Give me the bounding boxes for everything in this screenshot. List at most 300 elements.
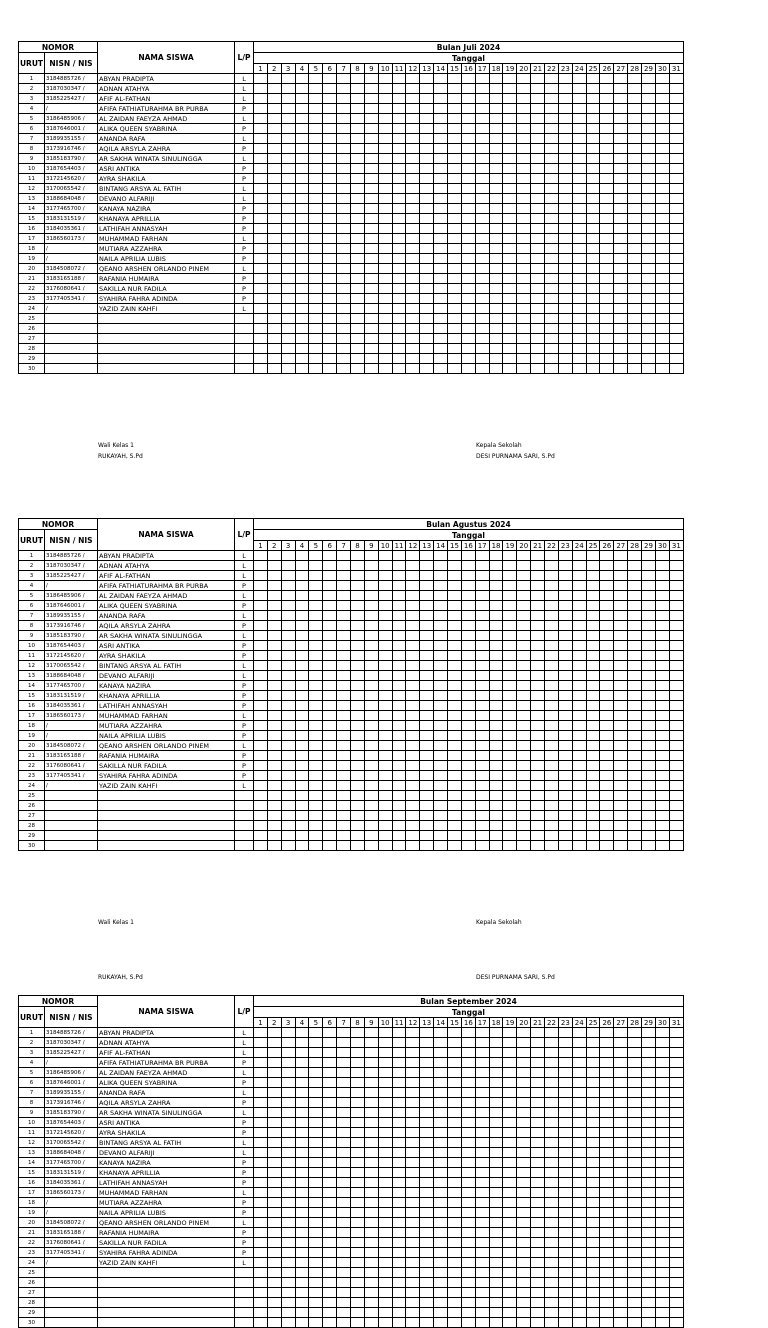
- attendance-cell[interactable]: [489, 1078, 503, 1088]
- attendance-cell[interactable]: [351, 731, 365, 741]
- attendance-cell[interactable]: [642, 791, 656, 801]
- attendance-cell[interactable]: [558, 1298, 572, 1308]
- attendance-cell[interactable]: [531, 1148, 545, 1158]
- attendance-cell[interactable]: [364, 1298, 378, 1308]
- attendance-cell[interactable]: [295, 1078, 309, 1088]
- attendance-cell[interactable]: [517, 244, 531, 254]
- attendance-cell[interactable]: [295, 84, 309, 94]
- attendance-cell[interactable]: [392, 134, 406, 144]
- attendance-cell[interactable]: [420, 214, 434, 224]
- attendance-cell[interactable]: [475, 234, 489, 244]
- attendance-cell[interactable]: [517, 84, 531, 94]
- attendance-cell[interactable]: [600, 264, 614, 274]
- attendance-cell[interactable]: [392, 561, 406, 571]
- attendance-cell[interactable]: [392, 94, 406, 104]
- attendance-cell[interactable]: [558, 214, 572, 224]
- attendance-cell[interactable]: [475, 751, 489, 761]
- attendance-cell[interactable]: [614, 104, 628, 114]
- attendance-cell[interactable]: [351, 294, 365, 304]
- attendance-cell[interactable]: [517, 214, 531, 224]
- attendance-cell[interactable]: [420, 811, 434, 821]
- attendance-cell[interactable]: [295, 791, 309, 801]
- attendance-cell[interactable]: [448, 284, 462, 294]
- attendance-cell[interactable]: [558, 94, 572, 104]
- attendance-cell[interactable]: [323, 1178, 337, 1188]
- attendance-cell[interactable]: [628, 304, 642, 314]
- attendance-cell[interactable]: [434, 1098, 448, 1108]
- attendance-cell[interactable]: [420, 1228, 434, 1238]
- attendance-cell[interactable]: [420, 731, 434, 741]
- attendance-cell[interactable]: [323, 691, 337, 701]
- attendance-cell[interactable]: [586, 184, 600, 194]
- attendance-cell[interactable]: [378, 314, 392, 324]
- attendance-cell[interactable]: [614, 1248, 628, 1258]
- attendance-cell[interactable]: [558, 1048, 572, 1058]
- attendance-cell[interactable]: [392, 294, 406, 304]
- attendance-cell[interactable]: [642, 1048, 656, 1058]
- attendance-cell[interactable]: [267, 104, 281, 114]
- attendance-cell[interactable]: [655, 611, 669, 621]
- attendance-cell[interactable]: [295, 214, 309, 224]
- attendance-cell[interactable]: [503, 1068, 517, 1078]
- attendance-cell[interactable]: [392, 144, 406, 154]
- attendance-cell[interactable]: [545, 84, 559, 94]
- attendance-cell[interactable]: [489, 841, 503, 851]
- attendance-cell[interactable]: [475, 1318, 489, 1328]
- attendance-cell[interactable]: [545, 184, 559, 194]
- attendance-cell[interactable]: [461, 621, 475, 631]
- attendance-cell[interactable]: [309, 1138, 323, 1148]
- attendance-cell[interactable]: [448, 1308, 462, 1318]
- attendance-cell[interactable]: [378, 344, 392, 354]
- attendance-cell[interactable]: [531, 264, 545, 274]
- attendance-cell[interactable]: [614, 1218, 628, 1228]
- attendance-cell[interactable]: [309, 641, 323, 651]
- attendance-cell[interactable]: [586, 354, 600, 364]
- attendance-cell[interactable]: [364, 1098, 378, 1108]
- attendance-cell[interactable]: [572, 294, 586, 304]
- attendance-cell[interactable]: [351, 114, 365, 124]
- attendance-cell[interactable]: [545, 1088, 559, 1098]
- attendance-cell[interactable]: [600, 581, 614, 591]
- attendance-cell[interactable]: [669, 611, 683, 621]
- attendance-cell[interactable]: [503, 771, 517, 781]
- attendance-cell[interactable]: [503, 184, 517, 194]
- attendance-cell[interactable]: [309, 314, 323, 324]
- attendance-cell[interactable]: [475, 184, 489, 194]
- attendance-cell[interactable]: [323, 1288, 337, 1298]
- attendance-cell[interactable]: [351, 1298, 365, 1308]
- attendance-cell[interactable]: [267, 621, 281, 631]
- attendance-cell[interactable]: [378, 304, 392, 314]
- attendance-cell[interactable]: [392, 631, 406, 641]
- attendance-cell[interactable]: [669, 711, 683, 721]
- attendance-cell[interactable]: [254, 1228, 268, 1238]
- attendance-cell[interactable]: [628, 94, 642, 104]
- attendance-cell[interactable]: [392, 304, 406, 314]
- attendance-cell[interactable]: [254, 234, 268, 244]
- attendance-cell[interactable]: [642, 234, 656, 244]
- attendance-cell[interactable]: [669, 304, 683, 314]
- attendance-cell[interactable]: [461, 591, 475, 601]
- attendance-cell[interactable]: [364, 741, 378, 751]
- attendance-cell[interactable]: [406, 661, 420, 671]
- attendance-cell[interactable]: [586, 324, 600, 334]
- attendance-cell[interactable]: [642, 1208, 656, 1218]
- attendance-cell[interactable]: [600, 1088, 614, 1098]
- attendance-cell[interactable]: [295, 134, 309, 144]
- attendance-cell[interactable]: [572, 1168, 586, 1178]
- attendance-cell[interactable]: [406, 1048, 420, 1058]
- attendance-cell[interactable]: [434, 254, 448, 264]
- attendance-cell[interactable]: [531, 234, 545, 244]
- attendance-cell[interactable]: [475, 1258, 489, 1268]
- attendance-cell[interactable]: [281, 591, 295, 601]
- attendance-cell[interactable]: [378, 1088, 392, 1098]
- attendance-cell[interactable]: [628, 1188, 642, 1198]
- attendance-cell[interactable]: [323, 114, 337, 124]
- attendance-cell[interactable]: [531, 134, 545, 144]
- attendance-cell[interactable]: [337, 721, 351, 731]
- attendance-cell[interactable]: [267, 154, 281, 164]
- attendance-cell[interactable]: [669, 1268, 683, 1278]
- attendance-cell[interactable]: [586, 641, 600, 651]
- attendance-cell[interactable]: [337, 274, 351, 284]
- attendance-cell[interactable]: [517, 134, 531, 144]
- attendance-cell[interactable]: [655, 174, 669, 184]
- attendance-cell[interactable]: [392, 284, 406, 294]
- attendance-cell[interactable]: [378, 641, 392, 651]
- attendance-cell[interactable]: [434, 1108, 448, 1118]
- attendance-cell[interactable]: [586, 571, 600, 581]
- attendance-cell[interactable]: [254, 1158, 268, 1168]
- attendance-cell[interactable]: [517, 581, 531, 591]
- attendance-cell[interactable]: [364, 234, 378, 244]
- attendance-cell[interactable]: [267, 1138, 281, 1148]
- attendance-cell[interactable]: [475, 94, 489, 104]
- attendance-cell[interactable]: [420, 581, 434, 591]
- attendance-cell[interactable]: [461, 1258, 475, 1268]
- attendance-cell[interactable]: [545, 611, 559, 621]
- attendance-cell[interactable]: [323, 621, 337, 631]
- attendance-cell[interactable]: [420, 114, 434, 124]
- attendance-cell[interactable]: [531, 364, 545, 374]
- attendance-cell[interactable]: [420, 721, 434, 731]
- attendance-cell[interactable]: [323, 1258, 337, 1268]
- attendance-cell[interactable]: [558, 1278, 572, 1288]
- attendance-cell[interactable]: [586, 681, 600, 691]
- attendance-cell[interactable]: [392, 1238, 406, 1248]
- attendance-cell[interactable]: [281, 224, 295, 234]
- attendance-cell[interactable]: [254, 194, 268, 204]
- attendance-cell[interactable]: [614, 1258, 628, 1268]
- attendance-cell[interactable]: [642, 294, 656, 304]
- attendance-cell[interactable]: [448, 194, 462, 204]
- attendance-cell[interactable]: [434, 681, 448, 691]
- attendance-cell[interactable]: [517, 324, 531, 334]
- attendance-cell[interactable]: [642, 1318, 656, 1328]
- attendance-cell[interactable]: [351, 1078, 365, 1088]
- attendance-cell[interactable]: [655, 581, 669, 591]
- attendance-cell[interactable]: [448, 1248, 462, 1258]
- attendance-cell[interactable]: [406, 334, 420, 344]
- attendance-cell[interactable]: [572, 1078, 586, 1088]
- attendance-cell[interactable]: [531, 1058, 545, 1068]
- attendance-cell[interactable]: [254, 701, 268, 711]
- attendance-cell[interactable]: [669, 831, 683, 841]
- attendance-cell[interactable]: [503, 1208, 517, 1218]
- attendance-cell[interactable]: [309, 1128, 323, 1138]
- attendance-cell[interactable]: [254, 711, 268, 721]
- attendance-cell[interactable]: [323, 1138, 337, 1148]
- attendance-cell[interactable]: [364, 1028, 378, 1038]
- attendance-cell[interactable]: [337, 1058, 351, 1068]
- attendance-cell[interactable]: [434, 791, 448, 801]
- attendance-cell[interactable]: [461, 601, 475, 611]
- attendance-cell[interactable]: [614, 1288, 628, 1298]
- attendance-cell[interactable]: [475, 731, 489, 741]
- attendance-cell[interactable]: [281, 314, 295, 324]
- attendance-cell[interactable]: [295, 561, 309, 571]
- attendance-cell[interactable]: [337, 1208, 351, 1218]
- attendance-cell[interactable]: [475, 1158, 489, 1168]
- attendance-cell[interactable]: [378, 204, 392, 214]
- attendance-cell[interactable]: [669, 124, 683, 134]
- attendance-cell[interactable]: [267, 1038, 281, 1048]
- attendance-cell[interactable]: [351, 701, 365, 711]
- attendance-cell[interactable]: [586, 224, 600, 234]
- attendance-cell[interactable]: [600, 194, 614, 204]
- attendance-cell[interactable]: [572, 174, 586, 184]
- attendance-cell[interactable]: [475, 1188, 489, 1198]
- attendance-cell[interactable]: [392, 841, 406, 851]
- attendance-cell[interactable]: [545, 344, 559, 354]
- attendance-cell[interactable]: [655, 184, 669, 194]
- attendance-cell[interactable]: [323, 1088, 337, 1098]
- attendance-cell[interactable]: [309, 224, 323, 234]
- attendance-cell[interactable]: [531, 1098, 545, 1108]
- attendance-cell[interactable]: [489, 1118, 503, 1128]
- attendance-cell[interactable]: [323, 334, 337, 344]
- attendance-cell[interactable]: [406, 144, 420, 154]
- attendance-cell[interactable]: [267, 1208, 281, 1218]
- attendance-cell[interactable]: [655, 821, 669, 831]
- attendance-cell[interactable]: [254, 561, 268, 571]
- attendance-cell[interactable]: [392, 1228, 406, 1238]
- attendance-cell[interactable]: [475, 1118, 489, 1128]
- attendance-cell[interactable]: [434, 1178, 448, 1188]
- attendance-cell[interactable]: [503, 224, 517, 234]
- attendance-cell[interactable]: [337, 104, 351, 114]
- attendance-cell[interactable]: [323, 1248, 337, 1258]
- attendance-cell[interactable]: [420, 224, 434, 234]
- attendance-cell[interactable]: [461, 134, 475, 144]
- attendance-cell[interactable]: [503, 1088, 517, 1098]
- attendance-cell[interactable]: [406, 1228, 420, 1238]
- attendance-cell[interactable]: [295, 364, 309, 374]
- attendance-cell[interactable]: [406, 1198, 420, 1208]
- attendance-cell[interactable]: [323, 194, 337, 204]
- attendance-cell[interactable]: [503, 571, 517, 581]
- attendance-cell[interactable]: [586, 84, 600, 94]
- attendance-cell[interactable]: [364, 1118, 378, 1128]
- attendance-cell[interactable]: [475, 164, 489, 174]
- attendance-cell[interactable]: [586, 344, 600, 354]
- attendance-cell[interactable]: [642, 1178, 656, 1188]
- attendance-cell[interactable]: [586, 1048, 600, 1058]
- attendance-cell[interactable]: [420, 561, 434, 571]
- attendance-cell[interactable]: [448, 304, 462, 314]
- attendance-cell[interactable]: [337, 184, 351, 194]
- attendance-cell[interactable]: [295, 811, 309, 821]
- attendance-cell[interactable]: [558, 1218, 572, 1228]
- attendance-cell[interactable]: [323, 831, 337, 841]
- attendance-cell[interactable]: [337, 1318, 351, 1328]
- attendance-cell[interactable]: [434, 631, 448, 641]
- attendance-cell[interactable]: [545, 1198, 559, 1208]
- attendance-cell[interactable]: [558, 671, 572, 681]
- attendance-cell[interactable]: [448, 174, 462, 184]
- attendance-cell[interactable]: [586, 1278, 600, 1288]
- attendance-cell[interactable]: [295, 771, 309, 781]
- attendance-cell[interactable]: [572, 314, 586, 324]
- attendance-cell[interactable]: [600, 781, 614, 791]
- attendance-cell[interactable]: [628, 164, 642, 174]
- attendance-cell[interactable]: [461, 254, 475, 264]
- attendance-cell[interactable]: [378, 264, 392, 274]
- attendance-cell[interactable]: [600, 661, 614, 671]
- attendance-cell[interactable]: [448, 234, 462, 244]
- attendance-cell[interactable]: [669, 204, 683, 214]
- attendance-cell[interactable]: [309, 791, 323, 801]
- attendance-cell[interactable]: [461, 164, 475, 174]
- attendance-cell[interactable]: [448, 751, 462, 761]
- attendance-cell[interactable]: [448, 1178, 462, 1188]
- attendance-cell[interactable]: [669, 1138, 683, 1148]
- attendance-cell[interactable]: [364, 1138, 378, 1148]
- attendance-cell[interactable]: [378, 94, 392, 104]
- attendance-cell[interactable]: [669, 184, 683, 194]
- attendance-cell[interactable]: [475, 761, 489, 771]
- attendance-cell[interactable]: [517, 1148, 531, 1158]
- attendance-cell[interactable]: [295, 731, 309, 741]
- attendance-cell[interactable]: [531, 681, 545, 691]
- attendance-cell[interactable]: [295, 354, 309, 364]
- attendance-cell[interactable]: [281, 144, 295, 154]
- attendance-cell[interactable]: [572, 741, 586, 751]
- attendance-cell[interactable]: [558, 1138, 572, 1148]
- attendance-cell[interactable]: [351, 364, 365, 374]
- attendance-cell[interactable]: [254, 1148, 268, 1158]
- attendance-cell[interactable]: [489, 1288, 503, 1298]
- attendance-cell[interactable]: [420, 651, 434, 661]
- attendance-cell[interactable]: [378, 1138, 392, 1148]
- attendance-cell[interactable]: [295, 124, 309, 134]
- attendance-cell[interactable]: [558, 174, 572, 184]
- attendance-cell[interactable]: [337, 144, 351, 154]
- attendance-cell[interactable]: [628, 761, 642, 771]
- attendance-cell[interactable]: [669, 224, 683, 234]
- attendance-cell[interactable]: [309, 651, 323, 661]
- attendance-cell[interactable]: [628, 1318, 642, 1328]
- attendance-cell[interactable]: [295, 1258, 309, 1268]
- attendance-cell[interactable]: [545, 811, 559, 821]
- attendance-cell[interactable]: [281, 244, 295, 254]
- attendance-cell[interactable]: [337, 284, 351, 294]
- attendance-cell[interactable]: [378, 581, 392, 591]
- attendance-cell[interactable]: [323, 244, 337, 254]
- attendance-cell[interactable]: [572, 284, 586, 294]
- attendance-cell[interactable]: [628, 701, 642, 711]
- attendance-cell[interactable]: [614, 354, 628, 364]
- attendance-cell[interactable]: [461, 264, 475, 274]
- attendance-cell[interactable]: [448, 841, 462, 851]
- attendance-cell[interactable]: [309, 1088, 323, 1098]
- attendance-cell[interactable]: [475, 264, 489, 274]
- attendance-cell[interactable]: [475, 224, 489, 234]
- attendance-cell[interactable]: [434, 234, 448, 244]
- attendance-cell[interactable]: [489, 94, 503, 104]
- attendance-cell[interactable]: [295, 314, 309, 324]
- attendance-cell[interactable]: [489, 314, 503, 324]
- attendance-cell[interactable]: [267, 144, 281, 154]
- attendance-cell[interactable]: [351, 771, 365, 781]
- attendance-cell[interactable]: [655, 1038, 669, 1048]
- attendance-cell[interactable]: [420, 1038, 434, 1048]
- attendance-cell[interactable]: [295, 184, 309, 194]
- attendance-cell[interactable]: [392, 364, 406, 374]
- attendance-cell[interactable]: [267, 254, 281, 264]
- attendance-cell[interactable]: [642, 821, 656, 831]
- attendance-cell[interactable]: [655, 1298, 669, 1308]
- attendance-cell[interactable]: [503, 1128, 517, 1138]
- attendance-cell[interactable]: [392, 671, 406, 681]
- attendance-cell[interactable]: [545, 114, 559, 124]
- attendance-cell[interactable]: [655, 811, 669, 821]
- attendance-cell[interactable]: [558, 1148, 572, 1158]
- attendance-cell[interactable]: [281, 771, 295, 781]
- attendance-cell[interactable]: [309, 344, 323, 354]
- attendance-cell[interactable]: [489, 821, 503, 831]
- attendance-cell[interactable]: [614, 184, 628, 194]
- attendance-cell[interactable]: [517, 731, 531, 741]
- attendance-cell[interactable]: [434, 781, 448, 791]
- attendance-cell[interactable]: [254, 274, 268, 284]
- attendance-cell[interactable]: [323, 761, 337, 771]
- attendance-cell[interactable]: [600, 234, 614, 244]
- attendance-cell[interactable]: [545, 1248, 559, 1258]
- attendance-cell[interactable]: [337, 254, 351, 264]
- attendance-cell[interactable]: [281, 1048, 295, 1058]
- attendance-cell[interactable]: [655, 204, 669, 214]
- attendance-cell[interactable]: [406, 344, 420, 354]
- attendance-cell[interactable]: [517, 551, 531, 561]
- attendance-cell[interactable]: [267, 334, 281, 344]
- attendance-cell[interactable]: [434, 1258, 448, 1268]
- attendance-cell[interactable]: [545, 224, 559, 234]
- attendance-cell[interactable]: [337, 1118, 351, 1128]
- attendance-cell[interactable]: [600, 284, 614, 294]
- attendance-cell[interactable]: [572, 661, 586, 671]
- attendance-cell[interactable]: [600, 741, 614, 751]
- attendance-cell[interactable]: [642, 811, 656, 821]
- attendance-cell[interactable]: [503, 1038, 517, 1048]
- attendance-cell[interactable]: [406, 294, 420, 304]
- attendance-cell[interactable]: [461, 681, 475, 691]
- attendance-cell[interactable]: [337, 224, 351, 234]
- attendance-cell[interactable]: [600, 811, 614, 821]
- attendance-cell[interactable]: [351, 831, 365, 841]
